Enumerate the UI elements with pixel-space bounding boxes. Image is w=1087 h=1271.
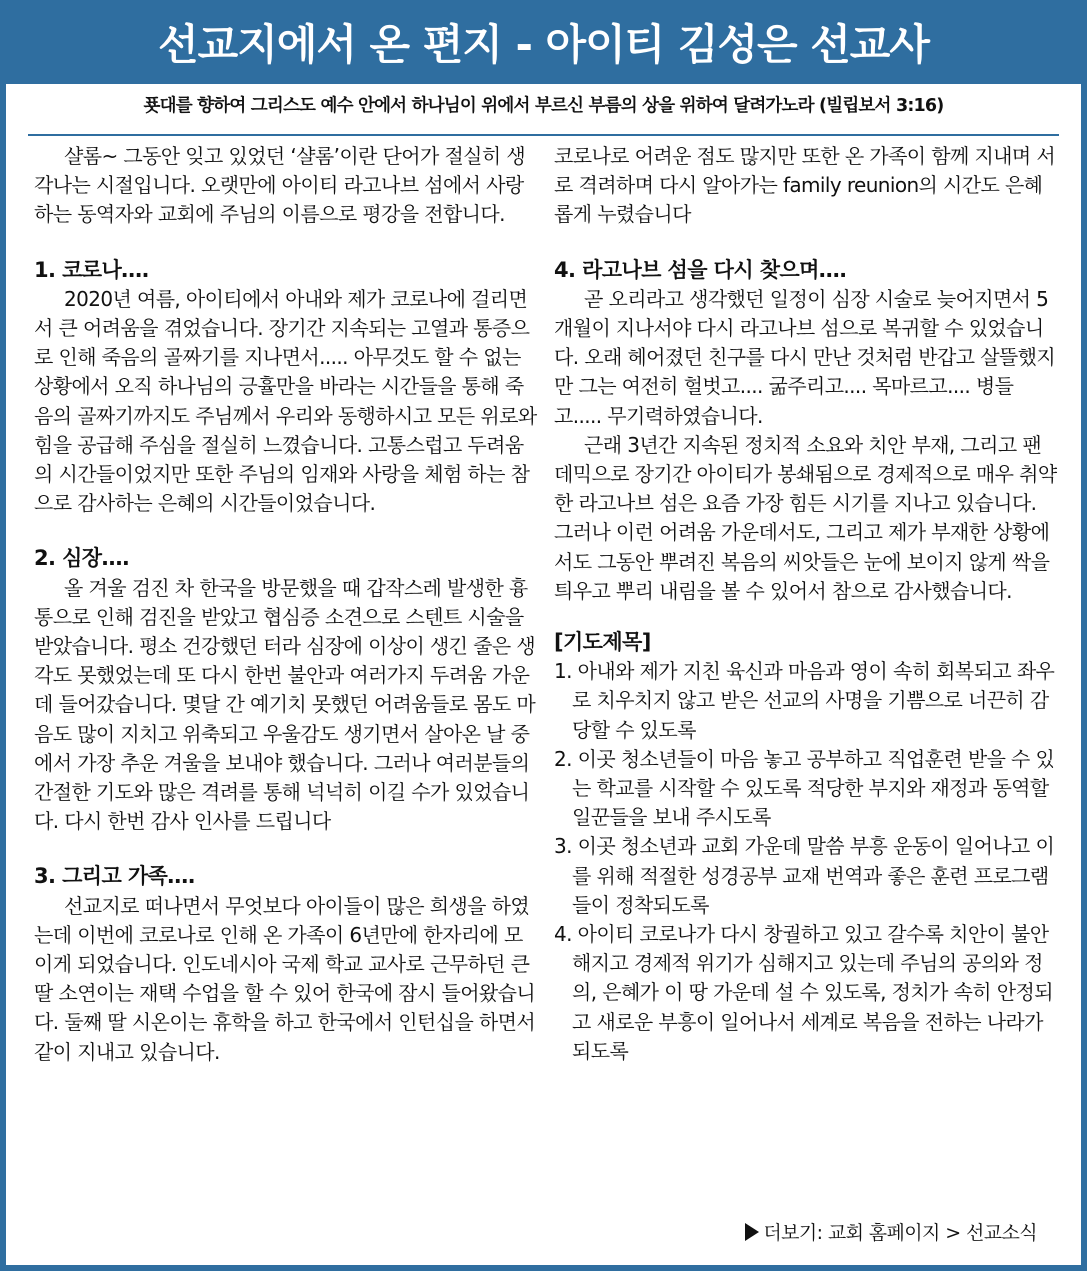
bible-verse: 푯대를 향하여 그리스도 예수 안에서 하나님이 위에서 부르신 부름의 상을 위하여 달려가노라 (빌립보서 3:16) (143, 96, 944, 116)
section-body-corona: 2020년 여름, 아이티에서 아내와 제가 코로나에 걸리면서 큰 어려움을 겪었습니다. 장기간 지속되는 고열과 통증으로 인해 죽음의 골짜기를 지나면서..... 아무것도 할 수 없는 상황에서 오직 하나님의 긍휼만을 바라는 시간들을 통해 죽음의 골짜기까지도 주님께서 우리와 동행하시고 모든 위로와 힘을 공급해 주심을 절실히 느꼈습니다. 고통스럽고 두려움의 시간들이었지만 또한 주님의 임재와 사랑을 체험 하는 참으로 감사하는 은혜의 시간들이었습니다. (34, 286, 537, 516)
page-title: 선교지에서 온 편지 - 아이티 김성은 선교사 (6, 6, 1081, 84)
section-body-family: 선교지로 떠나면서 무엇보다 아이들이 많은 희생을 하였는데 이번에 코로나로 인해 온 가족이 6년만에 한자리에 모이게 되었습니다. 인도네시아 국제 학교 교사로 근무하던 큰 딸 소연이는 재택 수업을 할 수 있어 한국에 잠시 들어왔습니다. 둘째 딸 시온이는 휴학을 하고 한국에서 인턴십을 하면서 같이 지내고 있습니다. (34, 893, 536, 1064)
prayer-item: 2. 이곳 청소년들이 마음 놓고 공부하고 직업훈련 받을 수 있는 학교를 시작할 수 있도록 적당한 부지와 재정과 동역할 일꾼들을 보내 주시도록 (554, 746, 1055, 830)
more-link-label: 더보기: 교회 홈페이지 > 선교소식 (763, 1222, 1037, 1244)
section-body-heart: 올 겨울 검진 차 한국을 방문했을 때 갑작스레 발생한 흉통으로 인해 검진을 받았고 협심증 소견으로 스텐트 시술을 받았습니다. 평소 건강했던 터라 심장에 이상이 생긴 줄은 생각도 못했었는데 또 다시 한번 불안과 여러가지 두려움 가운데 들어갔습니다. 몇달 간 예기치 못했던 어려움들로 몸도 마음도 많이 지치고 위축되고 우울감도 생기면서 살아온 날 중에서 가장 추운 겨울을 보내야 했습니다. 그러나 여러분들의 간절한 기도와 많은 격려를 통해 넉넉히 이길 수가 있었습니다. 다시 한번 감사 인사를 드립니다 (34, 575, 536, 834)
section-body-family-continued: 코로나로 어려운 점도 많지만 또한 온 가족이 함께 지내며 서로 격려하며 다시 알아가는 family reunion의 시간도 은혜롭게 누렸습니다 (554, 144, 1056, 227)
section-heading-corona: 1. 코로나…. (34, 257, 149, 282)
right-column (554, 142, 1059, 1066)
intro-paragraph: 샬롬~ 그동안 잊고 있었던 ‘샬롬’이란 단어가 절실히 생각나는 시절입니다. 오랫만에 아이티 라고나브 섬에서 사랑하는 동역자와 교회에 주님의 이름으로 평강을 전합니다. (34, 144, 526, 227)
section-heading-family: 3. 그리고 가족…. (34, 864, 196, 889)
prayer-item: 3. 이곳 청소년과 교회 가운데 말씀 부흥 운동이 일어나고 이를 위해 적절한 성경공부 교재 번역과 좋은 훈련 프로그램들이 정착되도록 (554, 834, 1055, 917)
section-body-lagonave: 곧 오리라고 생각했던 일정이 심장 시술로 늦어지면서 5개월이 지나서야 다시 라고나브 섬으로 복귀할 수 있었습니다. 오래 헤어졌던 친구를 다시 만난 것처럼 반갑고 살뜰했지만 그는 여전히 헐벗고.... 굶주리고.... 목마르고.... 병들고..... 무기력하였습니다. (554, 286, 1056, 428)
left-column (34, 142, 539, 1067)
prayer-item: 1. 아내와 제가 지친 육신과 마음과 영이 속히 회복되고 좌우로 치우치지 않고 받은 선교의 사명을 기쁨으로 너끈히 감당할 수 있도록 (554, 659, 1055, 742)
section-heading-heart: 2. 심장…. (34, 546, 130, 571)
play-triangle-icon (745, 1223, 759, 1241)
prayer-list (554, 657, 1059, 1066)
prayer-item: 4. 아이티 코로나가 다시 창궐하고 있고 갈수록 치안이 불안해지고 경제적 위기가 심해지고 있는데 주님의 공의와 정의, 은혜가 이 땅 가운데 설 수 있도록, 정치가 속히 안정되고 새로운 부흥이 일어나서 세계로 복음을 전하는 나라가 되도록 (554, 922, 1053, 1063)
section-heading-lagonave: 4. 라고나브 섬을 다시 찾으며…. (554, 257, 847, 282)
more-link[interactable] (745, 1218, 1037, 1245)
divider (28, 134, 1059, 136)
prayer-title: [기도제목] (554, 630, 651, 655)
section-body-lagonave-2: 근래 3년간 지속된 정치적 소요와 치안 부재, 그리고 팬데믹으로 장기간 아이티가 봉쇄됨으로 경제적으로 매우 취약한 라고나브 섬은 요즘 가장 힘든 시기를 지나고 있습니다. 그러나 이런 어려움 가운데서도, 그리고 제가 부재한 상황에서도 그동안 뿌려진 복음의 씨앗들은 눈에 보이지 않게 싹을 틔우고 뿌리 내림을 볼 수 있어서 참으로 감사했습니다. (554, 432, 1057, 603)
